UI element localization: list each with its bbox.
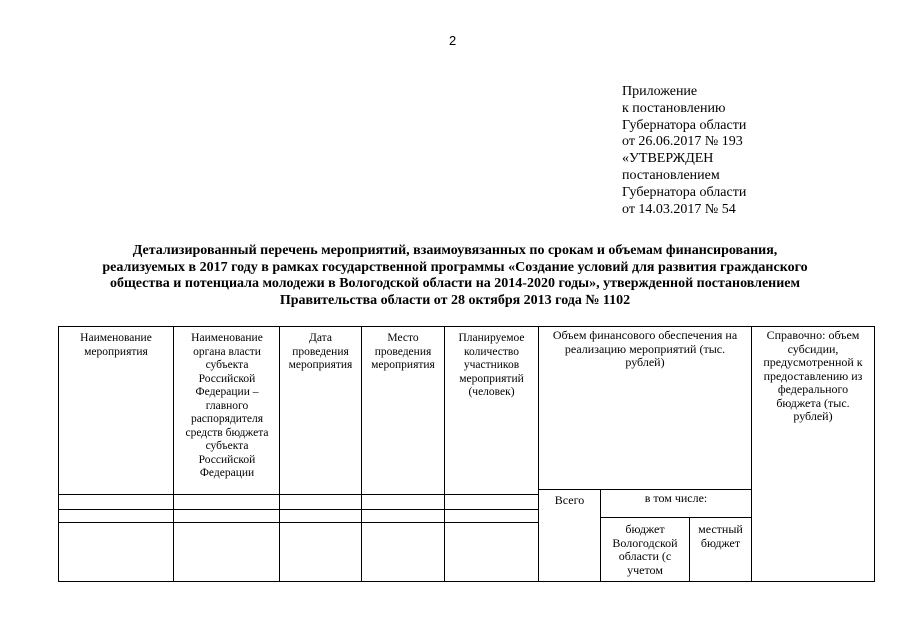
header-line: Российской <box>198 372 256 385</box>
header-line: мероприятия <box>84 345 148 358</box>
header-line: бюджета (тыс. <box>776 395 850 410</box>
header-line: Федерации – <box>195 386 259 398</box>
header-funding <box>539 329 751 370</box>
header-line: Вологодской <box>612 535 678 550</box>
header-line: мероприятия <box>371 359 435 371</box>
header-line: Справочно: объем <box>766 328 860 342</box>
header-line: количество <box>464 345 519 358</box>
appendix-line: Приложение <box>622 84 698 99</box>
title-line: Правительства области от 28 октября 2013 года № 1102 <box>279 292 631 308</box>
header-line: Объем финансового обеспечения на <box>552 328 738 342</box>
title-line: реализуемых в 2017 году в рамках государственной программы «Создание условий для развития гражданского <box>102 259 808 275</box>
header-regional-budget <box>601 523 689 577</box>
header-line: реализацию мероприятий (тыс. <box>564 341 726 356</box>
header-total <box>539 494 600 508</box>
header-line: местный <box>698 522 743 536</box>
header-line: (человек) <box>468 386 515 398</box>
header-line: Федерации <box>199 467 255 479</box>
appendix-line: Губернатора области <box>622 117 747 133</box>
appendix-line: «УТВЕРЖДЕН <box>622 151 714 167</box>
header-line: средств бюджета <box>185 426 269 439</box>
header-reference <box>752 329 874 424</box>
header-line: учетом <box>627 562 663 577</box>
header-line: проведения <box>292 345 349 358</box>
header-line: Наименование <box>191 332 263 344</box>
header-line: предоставлению из <box>763 368 863 383</box>
header-line: субсидии, <box>787 341 839 356</box>
header-line: Планируемое <box>458 332 525 344</box>
appendix-line: Губернатора области <box>622 184 747 200</box>
header-date <box>280 332 361 373</box>
header-local-budget <box>690 523 751 550</box>
header-line: субъекта <box>205 359 249 371</box>
header-authority <box>175 332 279 481</box>
header-line: Место <box>387 332 419 344</box>
header-line: субъекта <box>205 440 249 452</box>
header-line: Дата <box>309 332 332 344</box>
appendix-line: к постановлению <box>622 100 726 116</box>
header-line: области (с <box>618 549 672 563</box>
header-place <box>362 332 444 373</box>
header-line: проведения <box>374 345 432 358</box>
header-line: Российской <box>198 453 256 466</box>
header-line: предусмотренной к <box>763 355 863 369</box>
appendix-line: от 26.06.2017 № 193 <box>622 134 743 150</box>
header-participants <box>445 332 538 400</box>
header-line: участников <box>463 359 520 371</box>
header-line: главного <box>205 399 249 412</box>
header-line: органа власти <box>193 345 261 358</box>
header-line: Наименование <box>80 332 152 344</box>
header-line: рублей) <box>793 409 833 423</box>
header-line: рублей) <box>625 355 665 369</box>
appendix-line: от 14.03.2017 № 54 <box>622 201 736 217</box>
header-line: федерального <box>777 382 849 396</box>
header-line: мероприятий <box>459 372 524 385</box>
header-line: бюджет <box>700 535 741 550</box>
header-line: в том числе: <box>644 491 708 505</box>
header-event-name <box>60 332 172 359</box>
header-line: распорядителя <box>190 413 264 425</box>
title-line: Детализированный перечень мероприятий, взаимоувязанных по срокам и объемам финансирования, <box>132 243 778 258</box>
header-line: бюджет <box>625 522 665 536</box>
header-line: мероприятия <box>288 359 353 371</box>
header-line: Всего <box>554 493 585 507</box>
header-including <box>601 492 751 506</box>
page-number: 2 <box>449 33 457 48</box>
appendix-line: постановлением <box>622 167 720 183</box>
title-line: общества и потенциала молодежи в Вологодской области на 2014-2020 годы», утвержденной постановлением <box>109 276 801 292</box>
